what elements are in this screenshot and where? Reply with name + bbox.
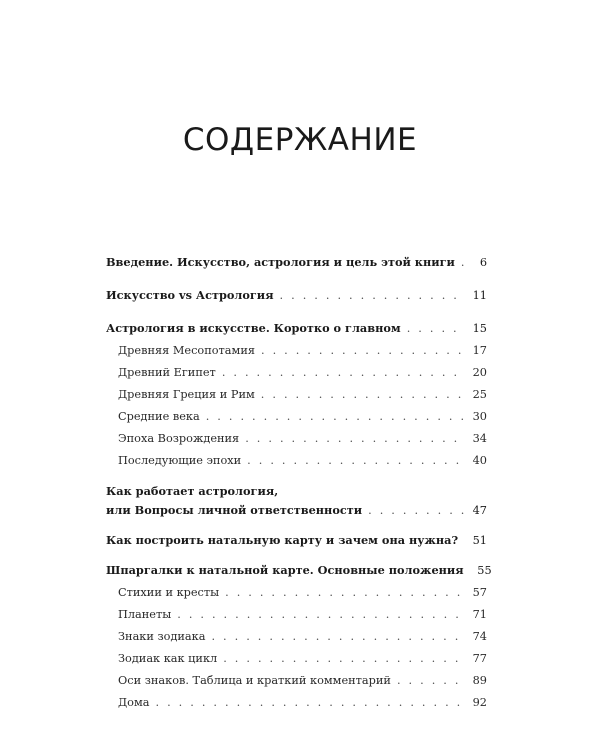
toc-section-entry (106, 429, 487, 448)
toc-section-entry (106, 451, 487, 470)
toc-entry-title (106, 319, 401, 338)
toc-section-entry (106, 583, 487, 602)
toc-entry-title-line: Древняя Греция и Рим (118, 388, 255, 401)
toc-entry-title (106, 286, 274, 305)
toc-section-entry (106, 407, 487, 426)
dot-leader (247, 451, 465, 470)
toc-entry-title-line: Древняя Месопотамия (118, 344, 255, 357)
dot-leader (407, 319, 465, 338)
toc-page-number: 57 (472, 586, 487, 599)
toc-section-entry (106, 605, 487, 624)
toc-chapter-entry (106, 561, 492, 580)
toc-entry-title (118, 605, 171, 624)
toc-page-number: 77 (472, 652, 487, 665)
toc-entry-title (118, 649, 217, 668)
dot-leader (177, 605, 465, 624)
toc-chapter-entry (106, 319, 487, 338)
toc-page-number: 55 (477, 564, 492, 577)
toc-page-number: 47 (472, 504, 487, 517)
toc-page-number: 6 (479, 256, 487, 269)
toc-entry-title-line: Как работает астрология, (106, 484, 279, 498)
toc-entry-title (106, 531, 458, 550)
toc-page-number: 34 (472, 432, 487, 445)
toc-entry-title-line: Эпоха Возрождения (118, 432, 240, 445)
toc-section-entry (106, 627, 487, 646)
toc-entry-title (106, 561, 464, 580)
toc-section-entry (106, 341, 487, 360)
toc-page-number: 92 (472, 696, 487, 709)
toc-page-number: 20 (472, 366, 487, 379)
toc-entry-title-line: Знаки зодиака (118, 630, 206, 643)
dot-leader (206, 407, 465, 426)
dot-leader (280, 286, 465, 305)
toc-page-number: 74 (472, 630, 487, 643)
dot-leader (211, 627, 465, 646)
toc-page-number: 11 (472, 289, 487, 302)
toc-entry-title-line: или Вопросы личной ответственности (106, 503, 363, 517)
toc-page-number: 15 (472, 322, 487, 335)
toc-entry-title (118, 407, 200, 426)
toc-chapter-entry (106, 286, 487, 305)
toc-chapter-entry (106, 482, 487, 520)
toc-entry-title-line: Последующие эпохи (118, 454, 242, 467)
toc-entry-title (118, 451, 241, 470)
toc-entry-title (118, 671, 391, 690)
toc-entry-title (118, 627, 205, 646)
toc-entry-title (118, 341, 255, 360)
toc-entry-title-line: Зодиак как цикл (118, 652, 218, 665)
table-of-contents (106, 253, 492, 712)
dot-leader (156, 693, 465, 712)
dot-leader (223, 649, 465, 668)
dot-leader (261, 385, 465, 404)
dot-leader (222, 363, 465, 382)
dot-leader (461, 253, 465, 272)
toc-entry-title (118, 693, 150, 712)
toc-page-number: 51 (472, 534, 487, 547)
dot-leader (368, 501, 465, 520)
toc-entry-title (118, 385, 255, 404)
dot-leader (261, 341, 465, 360)
toc-page-number: 17 (472, 344, 487, 357)
dot-leader (245, 429, 465, 448)
toc-entry-title-line: Введение. Искусство, астрология и цель этой книги (106, 255, 455, 269)
toc-entry-title (118, 429, 239, 448)
dot-leader (225, 583, 465, 602)
toc-entry-title-line: Как построить натальную карту и зачем она нужна? (106, 533, 459, 547)
toc-page-number: 30 (472, 410, 487, 423)
toc-section-entry (106, 693, 487, 712)
toc-chapter-entry (106, 531, 487, 550)
toc-entry-title-line: Стихии и кресты (118, 586, 220, 599)
toc-entry-title (118, 583, 219, 602)
toc-entry-title-line: Астрология в искусстве. Коротко о главном (106, 321, 401, 335)
toc-entry-title (106, 253, 455, 272)
page-title: СОДЕРЖАНИЕ (182, 122, 418, 158)
toc-entry-title (106, 482, 362, 520)
toc-entry-title-line: Оси знаков. Таблица и краткий комментарий (118, 674, 391, 687)
toc-page-number: 71 (472, 608, 487, 621)
toc-entry-title-line: Дома (118, 696, 150, 709)
dot-leader (397, 671, 465, 690)
toc-entry-title-line: Древний Египет (118, 366, 216, 379)
toc-section-entry (106, 671, 487, 690)
dot-leader (464, 531, 465, 550)
toc-entry-title-line: Средние века (118, 410, 200, 423)
toc-page-number: 40 (472, 454, 487, 467)
toc-entry-title-line: Планеты (118, 608, 172, 621)
toc-chapter-entry (106, 253, 487, 272)
toc-section-entry (106, 385, 487, 404)
toc-entry-title-line: Шпаргалки к натальной карте. Основные положения (106, 563, 464, 577)
toc-page-number: 25 (472, 388, 487, 401)
toc-entry-title-line: Искусство vs Астрология (106, 288, 274, 302)
toc-section-entry (106, 363, 487, 382)
toc-entry-title (118, 363, 216, 382)
toc-page-number: 89 (472, 674, 487, 687)
toc-section-entry (106, 649, 487, 668)
